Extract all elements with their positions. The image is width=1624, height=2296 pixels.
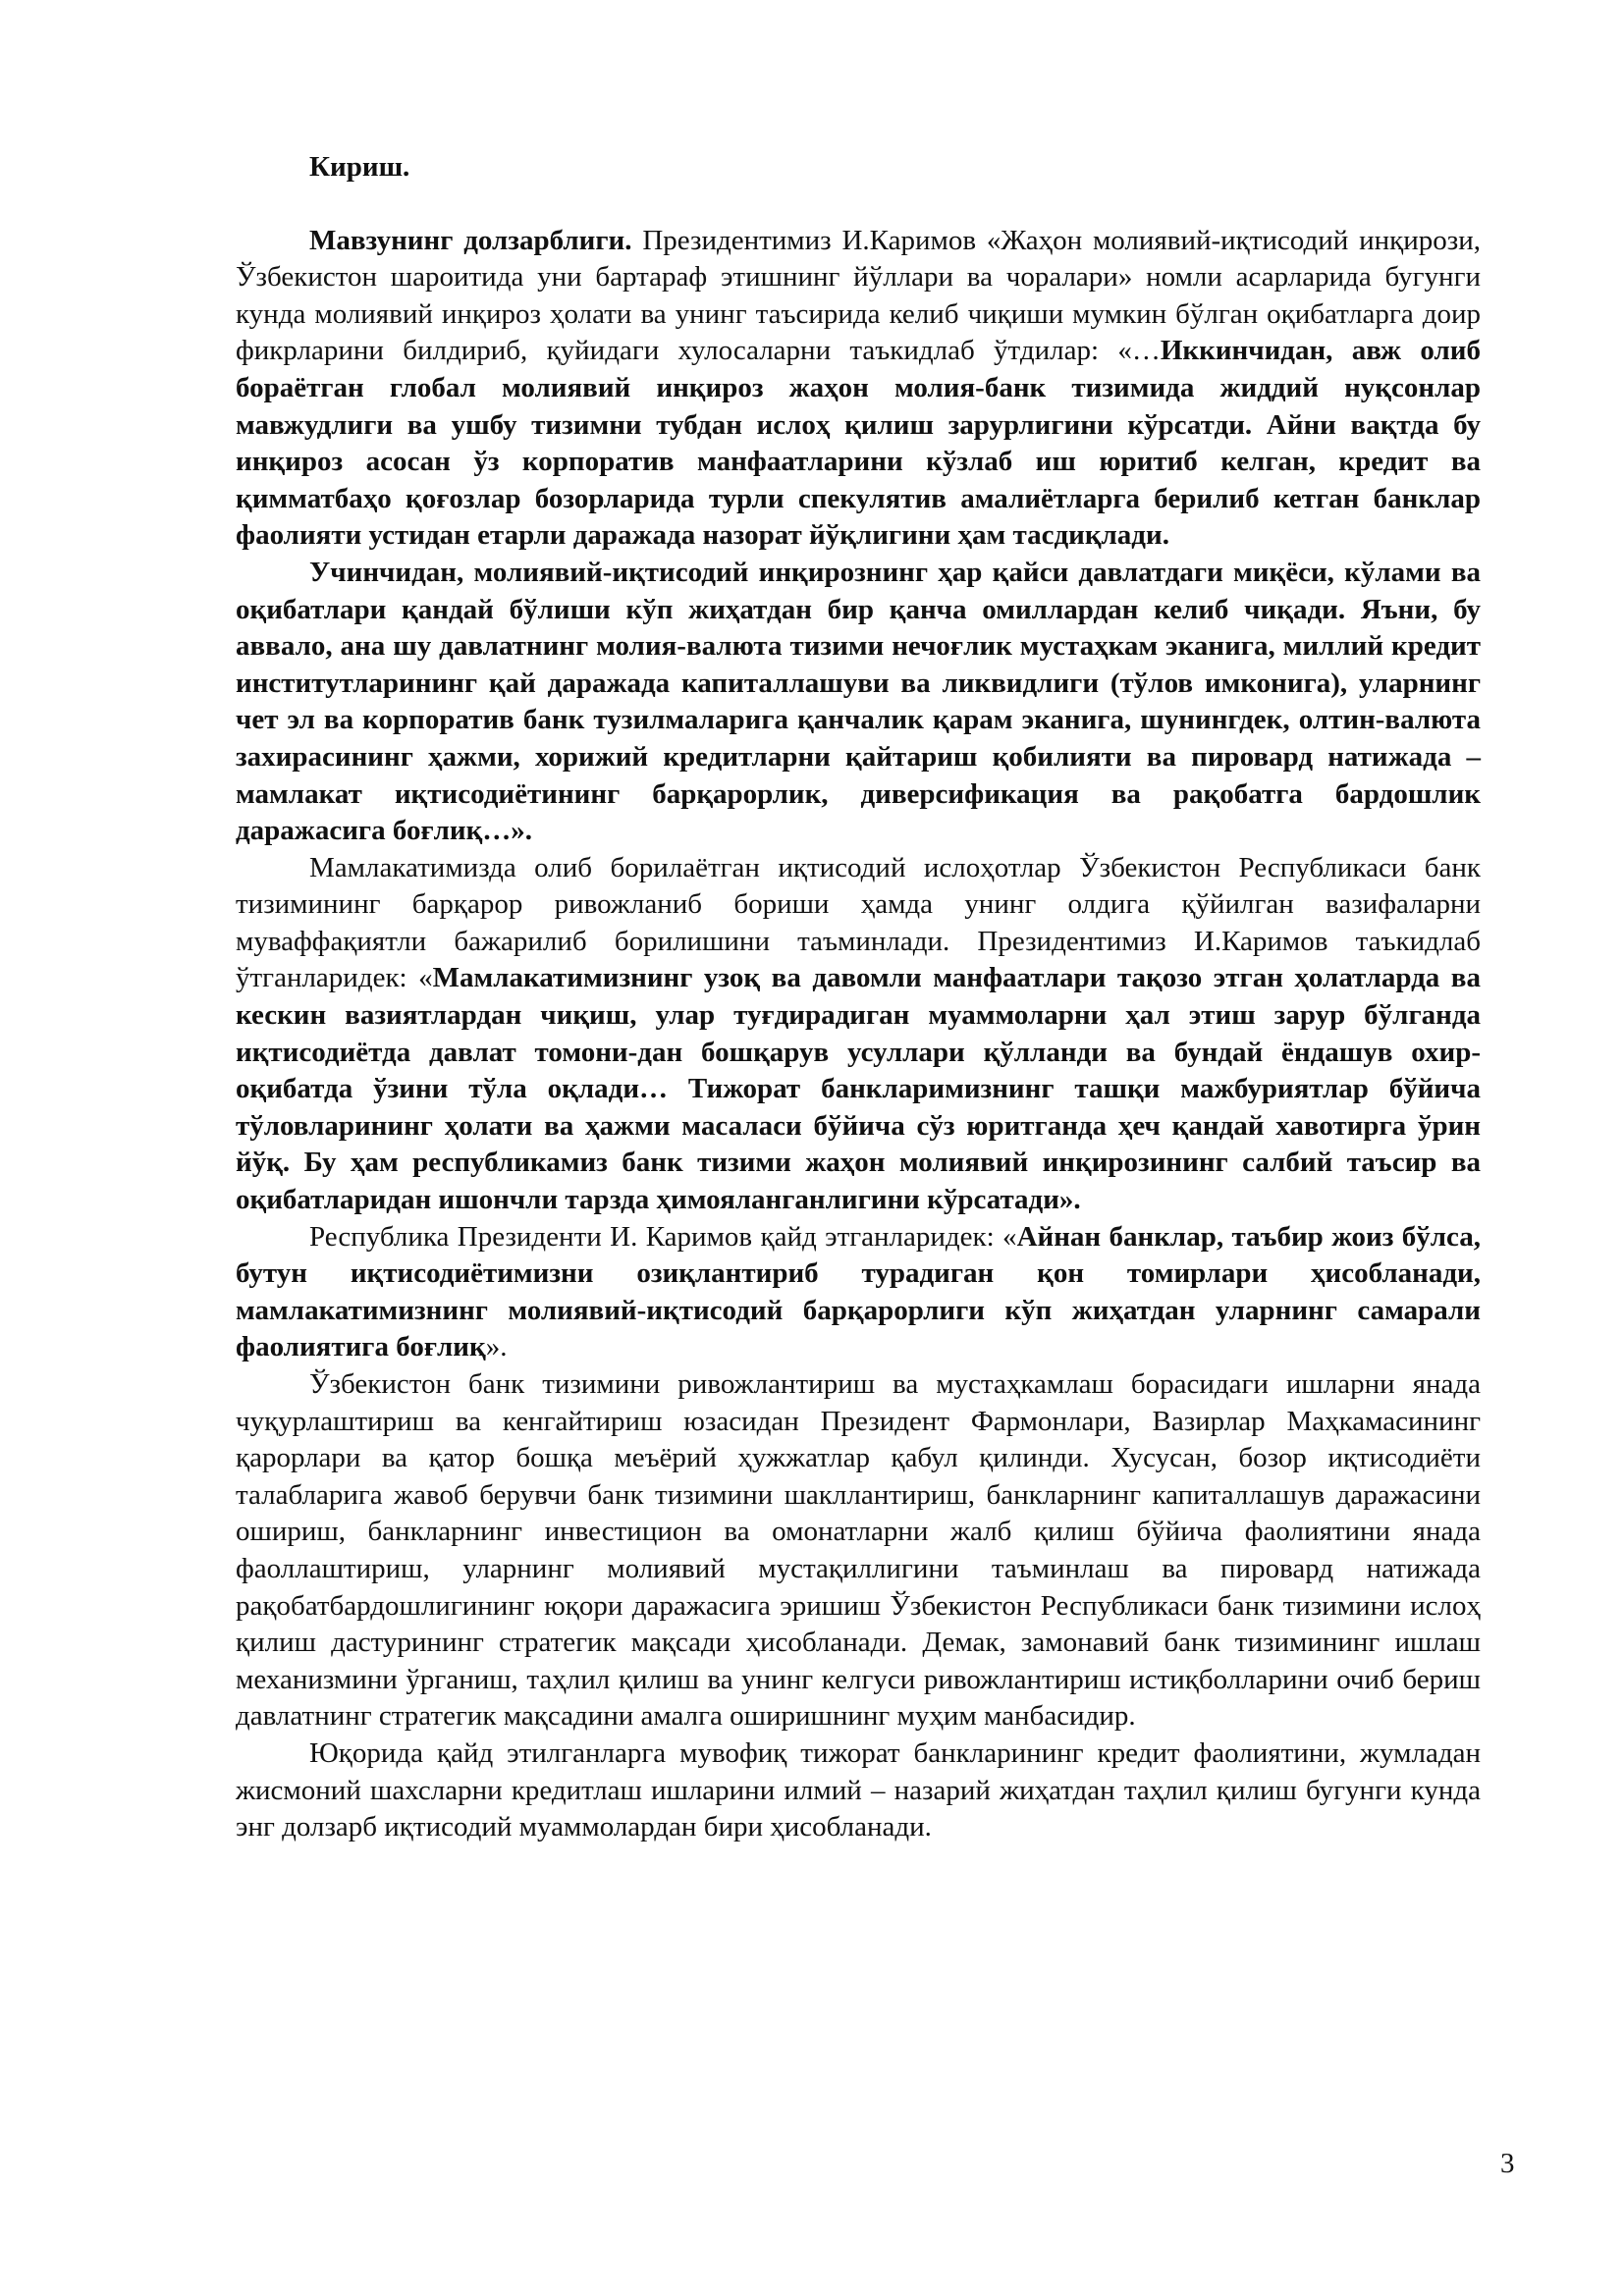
paragraph-reforms: [236, 850, 1481, 1219]
reforms-quote: Мамлакатимизнинг узоқ ва давомли манфаатлари тақозо этган ҳолатларда ва кескин вазиятлардан чиқиш, улар туғдирадиган муаммоларни ҳал этиш зарур бўлганда иқтисодиётда давлат томони-дан бошқарув усуллари қўлланди ва бундай ёндашув охир-оқибатда ўзини тўла оқлади… Тижорат банкларимизнинг ташқи мажбуриятлар бўйича тўловларининг ҳолати ва ҳажми масаласи бўйича сўз юритганда ҳеч қандай хавотирга ўрин йўқ. Бу ҳам республикамиз банк тизими жаҳон молиявий инқирозининг салбий таъсир ва оқибатларидан ишончли тарзда ҳимояланганлигини кўрсатади».: [236, 962, 1481, 1216]
paragraph-development: Ўзбекистон банк тизимини ривожлантириш ва мустаҳкамлаш борасидаги ишларни янада чуқурлаштириш ва кенгайтириш юзасидан Президент Фармонлари, Вазирлар Маҳкамасининг қарорлари ва қатор бошқа меъёрий ҳужжатлар қабул қилинди. Хусусан, бозор иқтисодиёти талабларига жавоб берувчи банк тизимини шакллантириш, банкларнинг капиталлашув даражасини ошириш, банкларнинг инвестицион ва омонатларни жалб қилиш бўйича фаолиятини янада фаоллаштириш, уларнинг молиявий мустақиллигини таъминлаш ва пировард натижада рақобатбардошлигининг юқори даражасига эришиш Ўзбекистон Республикаси банк тизимини ислоҳ қилиш дастурининг стратегик мақсади ҳисобланади. Демак, замонавий банк тизимининг ишлаш механизмини ўрганиш, таҳлил қилиш ва унинг келгуси ривожлантириш истиқболларини очиб бериш давлатнинг стратегик мақсадини амалга оширишнинг муҳим манбасидир.: [236, 1368, 1481, 1733]
paragraph-conclusion: Юқорида қайд этилганларга мувофиқ тижорат банкларининг кредит фаолиятини, жумладан жисмоний шахсларни кредитлаш ишларини илмий – назарий жиҳатдан таҳлил қилиш бугунги кунда энг долзарб иқтисодий муаммолардан бири ҳисобланади.: [236, 1736, 1481, 1843]
heading-spacer: [236, 187, 1481, 223]
section-heading: Кириш.: [309, 151, 410, 183]
relevance-quote: Иккинчидан, авж олиб бораётган глобал молиявий инқироз жаҳон молия-банк тизимида жиддий нуқсонлар мавжудлиги ва ушбу тизимни тубдан ислоҳ қилиш зарурлигини кўрсатди. Айни вақтда бу инқироз асосан ўз корпоратив манфаатларини кўзлаб иш юритиб келган, кредит ва қимматбаҳо қоғозлар бозорларида турли спекулятив амалиётларга берилиб кетган банклар фаолияти устидан етарли даражада назорат йўқлигини ҳам тасдиқлади.: [236, 335, 1481, 552]
banks-text: Республика Президенти И. Каримов қайд этганларидек: «: [309, 1220, 1017, 1253]
banks-tail: ».: [485, 1331, 508, 1363]
relevance-lead: Мавзунинг долзарблиги.: [309, 224, 632, 256]
banks-quote: Айнан банклар, таъбир жоиз бўлса, бутун иқтисодиётимизни озиқлантириб турадиган қон томирлари ҳисобланади, мамлакатимизнинг молиявий-иқтисодий барқарорлиги кўп жиҳатдан уларнинг самарали фаолиятига боғлиқ: [236, 1220, 1481, 1363]
document-body: [236, 149, 1481, 1846]
page-number: 3: [1500, 2148, 1515, 2179]
relevance-text: Президентимиз И.Каримов «Жаҳон молиявий-иқтисодий инқирози, Ўзбекистон шароитида уни бартараф этишнинг йўллари ва чоралари» номли асарларида бугунги кунда молиявий инқироз ҳолати ва унинг таъсирида келиб чиқиши мумкин бўлган оқибатларга доир фикрларини билдириб, қуйидаги хулосаларни таъкидлаб ўтдилар: «…: [236, 224, 1481, 367]
paragraph-banks-quote: [236, 1219, 1481, 1366]
paragraph-thirdly-quote: Учинчидан, молиявий-иқтисодий инқирознинг ҳар қайси давлатдаги миқёси, кўлами ва оқибатлари қандай бўлиши кўп жиҳатдан бир қанча омиллардан келиб чиқади. Яъни, бу аввало, ана шу давлатнинг молия-валюта тизими нечоғлик мустаҳкам эканига, миллий кредит институтларининг қай даражада капиталлашуви ва ликвидлиги (тўлов имконига), уларнинг чет эл ва корпоратив банк тузилмаларига қанчалик қарам эканига, шунингдек, олтин-валюта захирасининг ҳажми, хорижий кредитларни қайтариш қобилияти ва пировард натижада – мамлакат иқтисодиётининг барқарорлик, диверсификация ва рақобатга бардошлик даражасига боғлиқ…».: [236, 556, 1481, 847]
reforms-text: Мамлакатимизда олиб борилаётган иқтисодий ислоҳотлар Ўзбекистон Республикаси банк тизимининг барқарор ривожланиб бориши ҳамда унинг олдига қўйилган вазифаларни муваффақиятли бажарилиб борилишини таъминлади. Президентимиз И.Каримов таъкидлаб ўтганларидек: «: [236, 851, 1481, 994]
paragraph-relevance: [236, 223, 1481, 555]
